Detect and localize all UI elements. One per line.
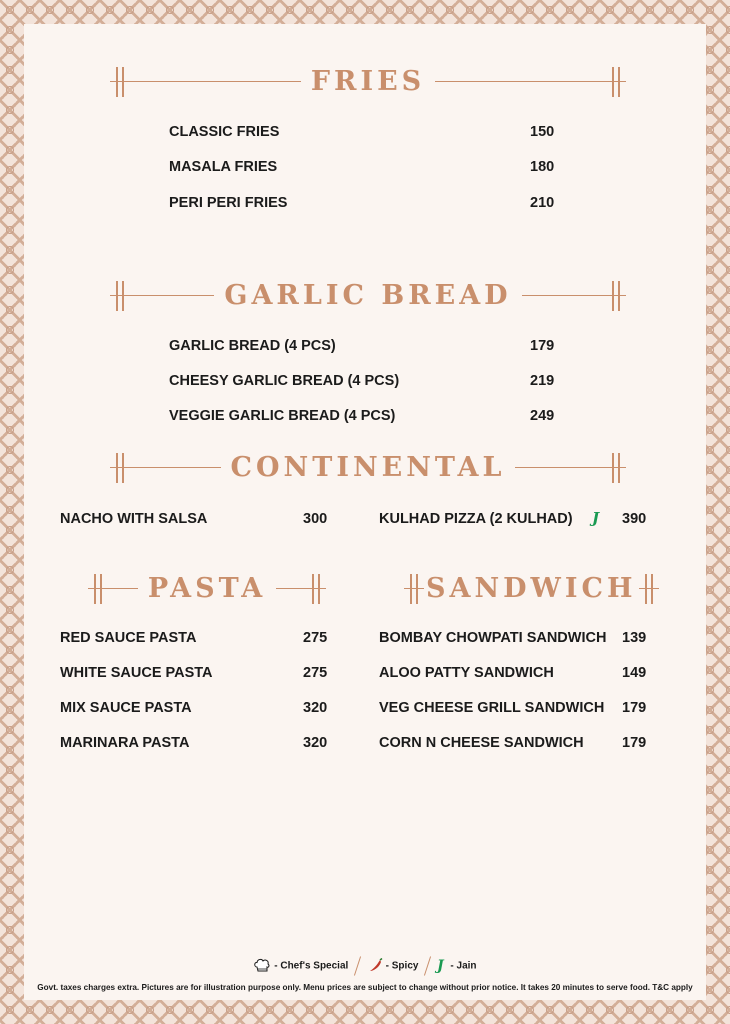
section-title: GARLIC BREAD xyxy=(224,280,512,311)
menu-item-name: MIX SAUCE PASTA xyxy=(60,700,192,716)
heading-ornament xyxy=(88,574,108,604)
section-heading-sandwich xyxy=(404,573,644,604)
heading-ornament xyxy=(110,281,130,311)
section-title: PASTA xyxy=(147,573,267,604)
menu-item-price: 149 xyxy=(622,665,647,681)
heading-ornament xyxy=(606,281,626,311)
menu-item-name: VEG CHEESE GRILL SANDWICH xyxy=(379,700,605,716)
menu-item-name: CLASSIC FRIES xyxy=(169,124,280,140)
section-heading-garlic-bread xyxy=(110,280,626,311)
heading-ornament xyxy=(606,453,626,483)
heading-ornament xyxy=(639,574,659,604)
legend-chef-label: - Chef's Special xyxy=(274,960,349,972)
chef-hat-icon xyxy=(253,961,274,972)
menu-item-name: VEGGIE GARLIC BREAD (4 PCS) xyxy=(169,408,396,424)
chili-icon xyxy=(367,961,386,972)
section-title: SANDWICH xyxy=(426,573,637,604)
menu-item-name: MARINARA PASTA xyxy=(60,735,190,751)
menu-item-price: 180 xyxy=(530,159,555,175)
heading-ornament xyxy=(306,574,326,604)
menu-item-price: 275 xyxy=(303,665,328,681)
menu-item-name: CORN N CHEESE SANDWICH xyxy=(379,735,584,751)
heading-rule xyxy=(435,81,606,82)
legend-divider xyxy=(354,956,361,975)
section-title: CONTINENTAL xyxy=(230,452,506,483)
legend-spicy-label: - Spicy xyxy=(385,960,419,972)
menu-item-price: 320 xyxy=(303,700,328,716)
menu-item-name: BOMBAY CHOWPATI SANDWICH xyxy=(379,630,607,646)
menu-item-price: 219 xyxy=(530,373,555,389)
menu-item-name: GARLIC BREAD (4 PCS) xyxy=(169,338,336,354)
heading-rule xyxy=(130,81,301,82)
menu-item-name: ALOO PATTY SANDWICH xyxy=(379,665,554,681)
heading-ornament xyxy=(606,67,626,97)
menu-item-price: 390 xyxy=(622,511,647,527)
heading-ornament xyxy=(404,574,424,604)
menu-item-name: WHITE SAUCE PASTA xyxy=(60,665,213,681)
heading-rule xyxy=(108,588,138,589)
footer-disclaimer: Govt. taxes charges extra. Pictures are for illustration purpose only. Menu prices are subject to change without prior notice. It takes 20 minutes to serve food. T&C apply xyxy=(37,983,693,992)
legend-divider xyxy=(424,956,431,975)
menu-item-name: PERI PERI FRIES xyxy=(169,195,288,211)
jain-icon: J xyxy=(437,958,444,974)
heading-rule xyxy=(130,467,221,468)
legend-jain-label: - Jain xyxy=(450,960,477,972)
section-heading-fries xyxy=(110,66,626,97)
menu-item-price: 179 xyxy=(622,700,647,716)
menu-item-name: CHEESY GARLIC BREAD (4 PCS) xyxy=(169,373,400,389)
section-title: FRIES xyxy=(310,66,426,97)
heading-ornament xyxy=(110,453,130,483)
menu-item-price: 150 xyxy=(530,124,555,140)
menu-item-price: 249 xyxy=(530,408,555,424)
menu-item-price: 179 xyxy=(622,735,647,751)
jain-badge-icon: J xyxy=(592,509,600,527)
menu-item-price: 139 xyxy=(622,630,647,646)
heading-rule xyxy=(276,588,306,589)
menu-item-name: RED SAUCE PASTA xyxy=(60,630,197,646)
menu-item-price: 275 xyxy=(303,630,328,646)
menu-item-price: 300 xyxy=(303,511,328,527)
menu-item-price: 210 xyxy=(530,195,555,211)
heading-ornament xyxy=(110,67,130,97)
section-heading-continental xyxy=(110,452,626,483)
menu-item-price: 179 xyxy=(530,338,555,354)
heading-rule xyxy=(522,295,606,296)
menu-item-name: MASALA FRIES xyxy=(169,159,278,175)
menu-item-name: NACHO WITH SALSA xyxy=(60,511,208,527)
legend xyxy=(0,956,730,976)
menu-item-price: 320 xyxy=(303,735,328,751)
section-heading-pasta xyxy=(88,573,326,604)
menu-item-name: KULHAD PIZZA (2 KULHAD) xyxy=(379,511,573,527)
heading-rule xyxy=(130,295,214,296)
heading-rule xyxy=(515,467,606,468)
